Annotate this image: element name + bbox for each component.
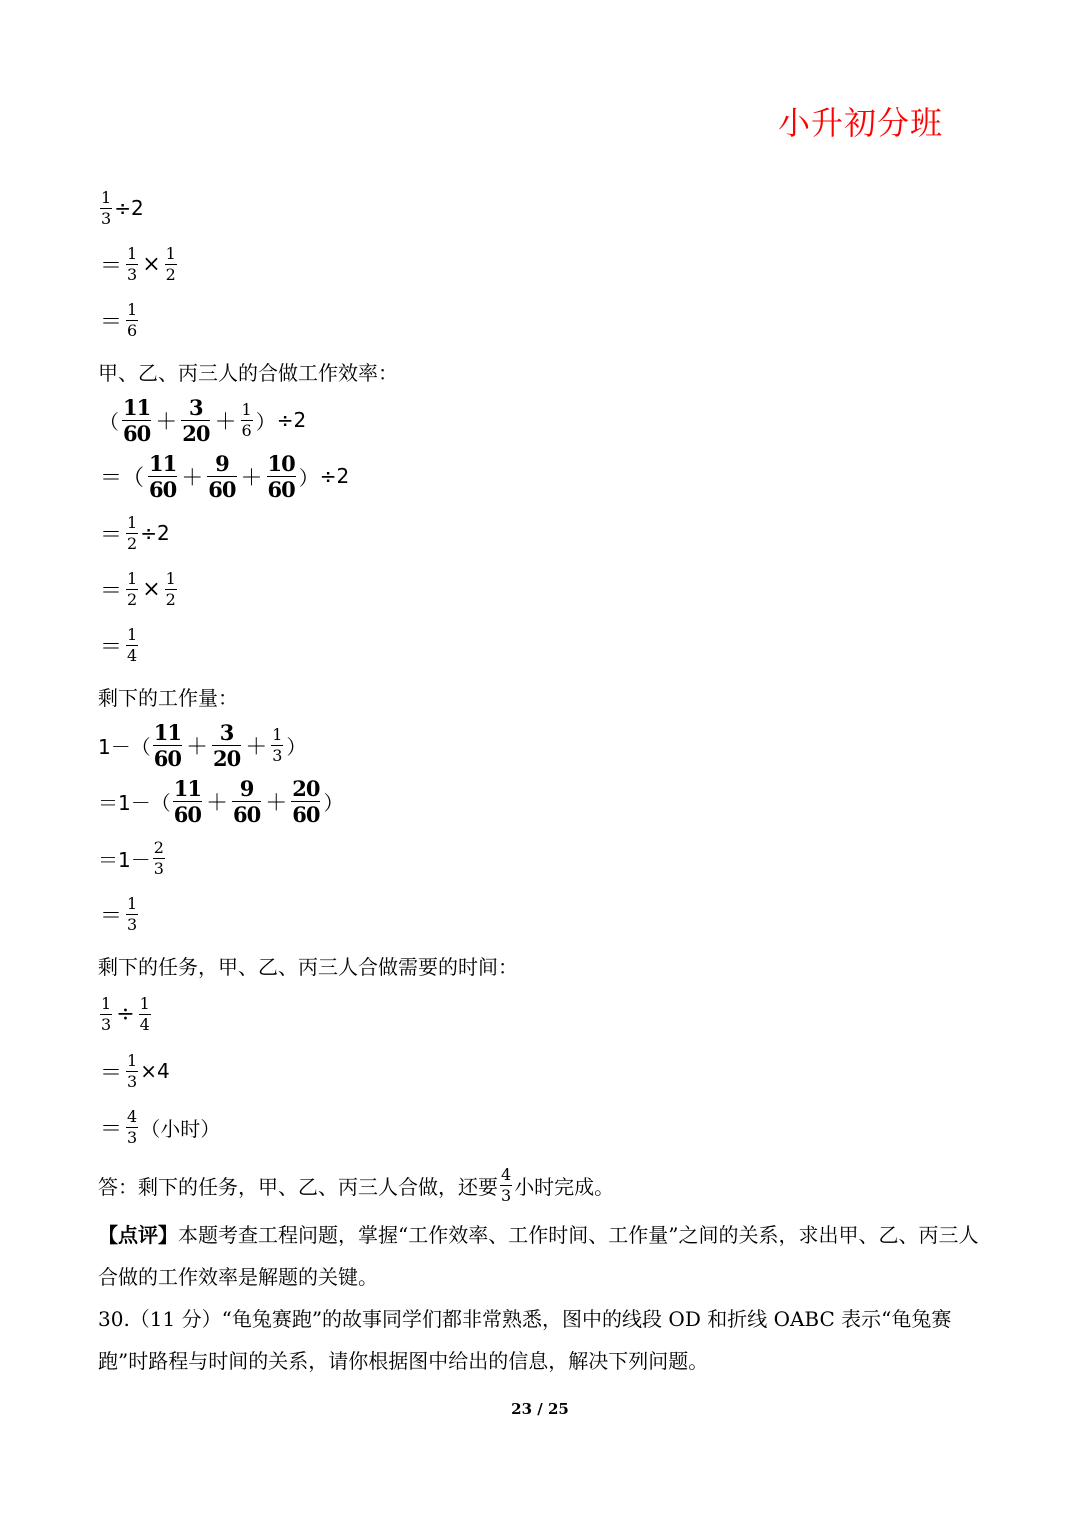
comment-label: 【点评】 bbox=[98, 1223, 178, 1247]
calc-line: ＝ $\frac{4}{3}$ （小时） bbox=[100, 1106, 221, 1147]
section-heading: 甲、乙、丙三人的合做工作效率： bbox=[98, 360, 398, 385]
calc-line: ＝ $\frac{1}{3}$ × $\frac{1}{2}$ bbox=[100, 243, 176, 284]
fraction: $\frac{9}{60}$ bbox=[208, 450, 236, 502]
fraction: $\frac{1}{3}$ bbox=[101, 993, 112, 1034]
calc-line: ＝1－（ $\frac{11}{60}$ ＋ $\frac{9}{60}$ ＋ $\frac{20}{60}$ ） bbox=[98, 775, 344, 827]
fraction: $\frac{4}{3}$ bbox=[501, 1164, 512, 1205]
comment-paragraph bbox=[98, 1214, 998, 1298]
fraction: $\frac{1}{6}$ bbox=[241, 399, 252, 440]
fraction: $\frac{1}{3}$ bbox=[127, 1050, 138, 1091]
fraction: $\frac{1}{4}$ bbox=[127, 624, 138, 665]
calc-line: ＝ $\frac{1}{4}$ bbox=[100, 624, 138, 665]
calc-line: ＝1－ $\frac{2}{3}$ bbox=[98, 837, 164, 878]
fraction: $\frac{1}{3}$ bbox=[272, 724, 283, 765]
fraction: $\frac{11}{60}$ bbox=[123, 394, 151, 446]
question-30: 30.（11 分）“龟兔赛跑”的故事同学们都非常熟悉，图中的线段 OD 和折线 OABC 表示“龟兔赛跑”时路程与时间的关系，请你根据图中给出的信息，解决下列问题。 bbox=[98, 1307, 952, 1373]
section-heading: 剩下的工作量： bbox=[98, 685, 238, 710]
fraction: $\frac{10}{60}$ bbox=[267, 450, 295, 502]
fraction: $\frac{1}{2}$ bbox=[165, 243, 176, 284]
calc-line: 1－（ $\frac{11}{60}$ ＋ $\frac{3}{20}$ ＋ $\frac{1}{3}$ ） bbox=[98, 719, 307, 771]
header-brand: 小升初分班 bbox=[778, 104, 944, 142]
answer-line: 答：剩下的任务，甲、乙、丙三人合做，还要 $\frac{4}{3}$ 小时完成。 bbox=[98, 1164, 615, 1205]
fraction: $\frac{9}{60}$ bbox=[232, 775, 261, 827]
fraction: $\frac{11}{60}$ bbox=[173, 775, 201, 827]
fraction: $\frac{11}{60}$ bbox=[153, 719, 181, 771]
fraction: $\frac{11}{60}$ bbox=[149, 450, 177, 502]
fraction: $\frac{1}{2}$ bbox=[165, 568, 176, 609]
fraction: $\frac{1}{3}$ bbox=[127, 893, 138, 934]
fraction: $\frac{1}{6}$ bbox=[127, 299, 138, 340]
calc-line: $\frac{1}{3}$ ÷2 bbox=[101, 187, 144, 228]
fraction: $\frac{2}{3}$ bbox=[153, 837, 164, 878]
fraction: $\frac{4}{3}$ bbox=[127, 1106, 138, 1147]
calc-line: ＝ $\frac{1}{3}$ ×4 bbox=[100, 1050, 170, 1091]
page-number: 23 / 25 bbox=[511, 1400, 569, 1418]
calc-line: ＝ $\frac{1}{3}$ bbox=[100, 893, 138, 934]
fraction: $\frac{1}{3}$ bbox=[127, 243, 138, 284]
fraction: $\frac{1}{4}$ bbox=[139, 993, 150, 1034]
fraction: $\frac{1}{2}$ bbox=[127, 512, 138, 553]
comment-text: 本题考查工程问题，掌握“工作效率、工作时间、工作量”之间的关系，求出甲、乙、丙三人合做的工作效率是解题的关键。 bbox=[98, 1223, 979, 1289]
calc-line: （ $\frac{11}{60}$ ＋ $\frac{3}{20}$ ＋ $\frac{1}{6}$ ） ÷2 bbox=[99, 394, 307, 446]
calc-line: ＝ $\frac{1}{6}$ bbox=[100, 299, 138, 340]
fraction: $\frac{20}{60}$ bbox=[292, 775, 320, 827]
fraction: $\frac{3}{20}$ bbox=[212, 719, 241, 771]
calc-line: ＝（ $\frac{11}{60}$ ＋ $\frac{9}{60}$ ＋ $\frac{10}{60}$ ） ÷2 bbox=[100, 450, 350, 502]
fraction: $\frac{1}{3}$ bbox=[101, 187, 112, 228]
section-heading: 剩下的任务，甲、乙、丙三人合做需要的时间： bbox=[98, 954, 518, 979]
fraction: $\frac{1}{2}$ bbox=[127, 568, 138, 609]
calc-line: ＝ $\frac{1}{2}$ × $\frac{1}{2}$ bbox=[100, 568, 176, 609]
fraction: $\frac{3}{20}$ bbox=[182, 394, 210, 446]
calc-line: ＝ $\frac{1}{2}$ ÷2 bbox=[100, 512, 170, 553]
calc-line: $\frac{1}{3}$ ÷ $\frac{1}{4}$ bbox=[101, 993, 150, 1034]
